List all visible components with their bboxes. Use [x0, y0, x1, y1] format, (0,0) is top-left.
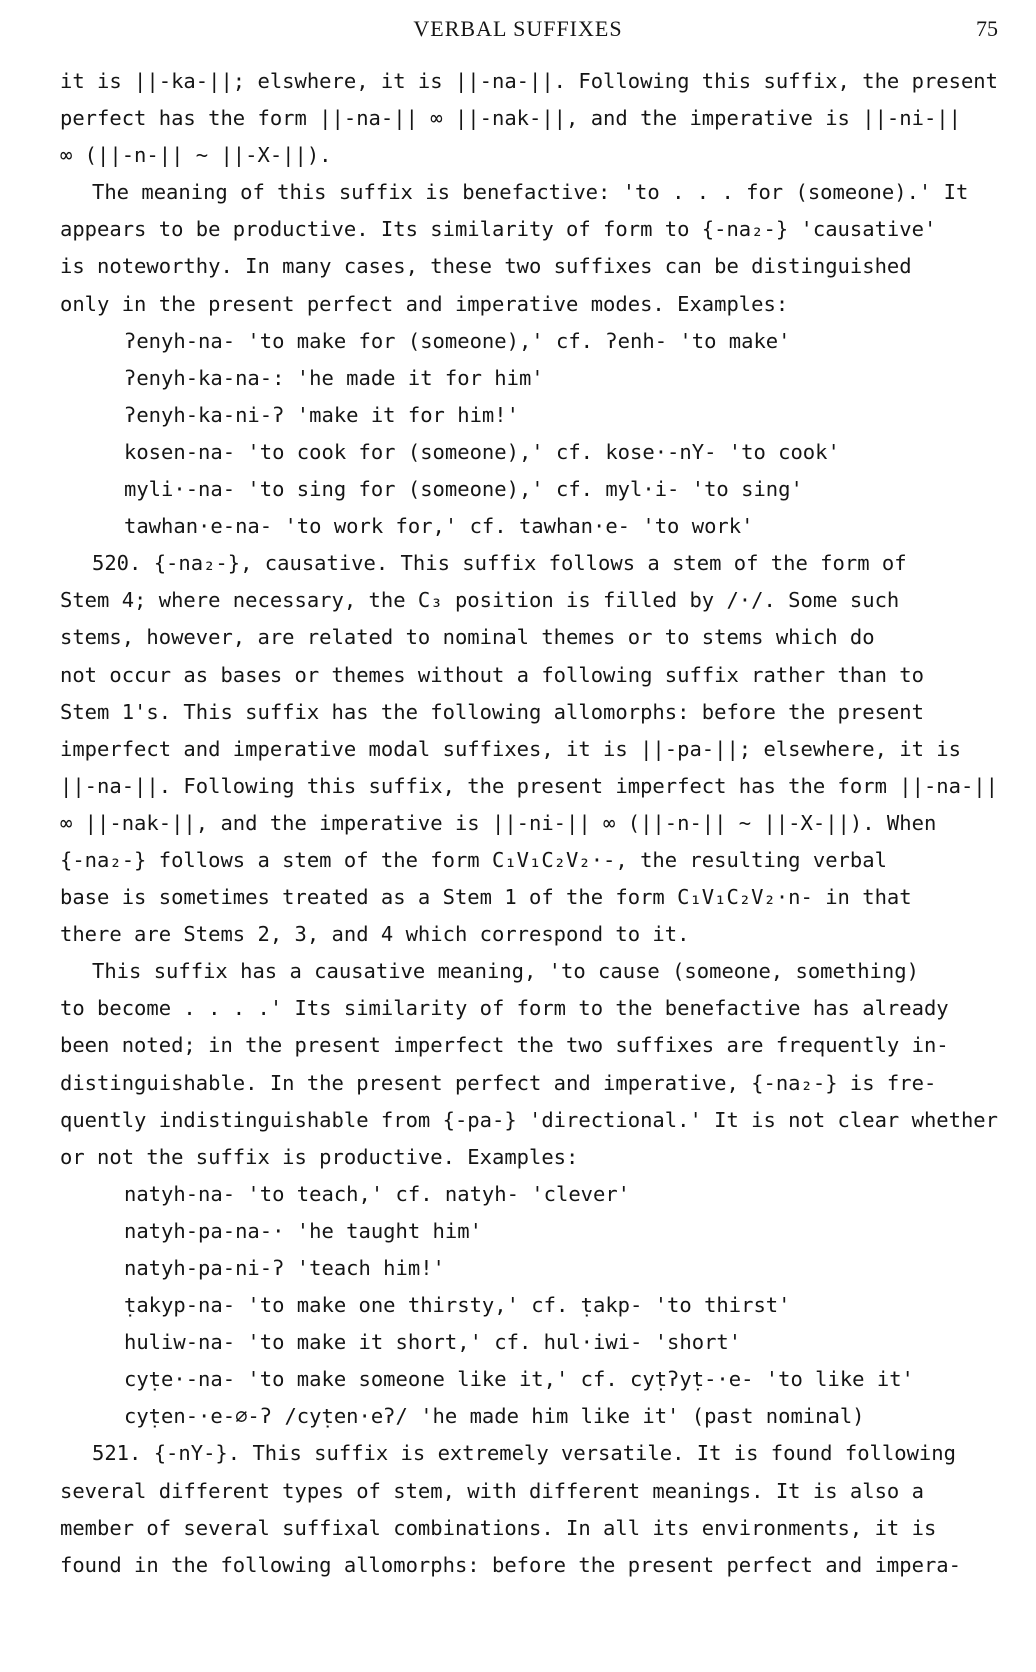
running-title: VERBAL SUFFIXES — [413, 16, 623, 41]
example-line: ʔenyh-ka-na-: 'he made it for him' — [124, 365, 544, 390]
text-line: {-na₂-} follows a stem of the form C₁V₁C₂V₂·-, the resulting verbal — [60, 847, 887, 872]
text-line: to become . . . .' Its similarity of form to the benefactive has already — [60, 996, 949, 1021]
text-line: ||-na-||. Following this suffix, the present imperfect has the form ||-na-|| — [60, 773, 998, 798]
section-520-heading-line: 520. {-na₂-}, causative. This suffix follows a stem of the form of — [92, 551, 907, 576]
text-line: not occur as bases or themes without a following suffix rather than to — [60, 662, 924, 687]
text-line: quently indistinguishable from {-pa-} 'directional.' It is not clear whether — [60, 1107, 998, 1132]
text-line: appears to be productive. Its similarity of form to {-na₂-} 'causative' — [60, 217, 937, 242]
body-text — [60, 63, 1010, 1584]
text-line: base is sometimes treated as a Stem 1 of the form C₁V₁C₂V₂·n- in that — [60, 885, 912, 910]
text-line: distinguishable. In the present perfect and imperative, {-na₂-} is fre- — [60, 1070, 937, 1095]
example-line: natyh-na- 'to teach,' cf. natyh- 'clever' — [124, 1181, 631, 1206]
text-line: is noteworthy. In many cases, these two suffixes can be distinguished — [60, 254, 912, 279]
example-line: myli·-na- 'to sing for (someone),' cf. myl·i- 'to sing' — [124, 477, 803, 502]
text-line: or not the suffix is productive. Examples: — [60, 1144, 579, 1169]
example-line: tawhan·e-na- 'to work for,' cf. tawhan·e- 'to work' — [124, 514, 754, 539]
text-line: ∞ ||-nak-||, and the imperative is ||-ni-|| ∞ (||-n-|| ~ ||-X-||). When — [60, 810, 937, 835]
text-line: been noted; in the present imperfect the two suffixes are frequently in- — [60, 1033, 949, 1058]
example-line: ṭakyp-na- 'to make one thirsty,' cf. ṭakp- 'to thirst' — [124, 1293, 791, 1318]
text-line: ∞ (||-n-|| ~ ||-X-||). — [60, 143, 332, 168]
text-line: it is ||-ka-||; elswhere, it is ||-na-||. Following this suffix, the present — [60, 69, 998, 93]
text-line: only in the present perfect and imperative modes. Examples: — [60, 291, 789, 316]
text-line: several different types of stem, with different meanings. It is also a — [60, 1478, 924, 1503]
text-line: Stem 1's. This suffix has the following allomorphs: before the present — [60, 699, 924, 724]
example-line: huliw-na- 'to make it short,' cf. hul·iwi- 'short' — [124, 1330, 742, 1355]
running-head — [0, 16, 1036, 44]
example-line: kosen-na- 'to cook for (someone),' cf. kose·-nY- 'to cook' — [124, 439, 840, 464]
text-line: there are Stems 2, 3, and 4 which correspond to it. — [60, 922, 690, 947]
example-line: ʔenyh-ka-ni-ʔ 'make it for him!' — [124, 402, 519, 427]
text-line: Stem 4; where necessary, the C₃ position is filled by /·/. Some such — [60, 588, 900, 613]
text-line: found in the following allomorphs: before the present perfect and impera- — [60, 1552, 961, 1577]
paragraph-first-line: This suffix has a causative meaning, 'to cause (someone, something) — [92, 959, 919, 984]
text-line: stems, however, are related to nominal themes or to stems which do — [60, 625, 875, 650]
text-line: imperfect and imperative modal suffixes, it is ||-pa-||; elsewhere, it is — [60, 736, 961, 761]
paragraph-first-line: The meaning of this suffix is benefactive: 'to . . . for (someone).' It — [92, 180, 969, 205]
text-line: member of several suffixal combinations. In all its environments, it is — [60, 1515, 937, 1540]
example-line: ʔenyh-na- 'to make for (someone),' cf. ʔenh- 'to make' — [124, 328, 791, 353]
text-line: perfect has the form ||-na-|| ∞ ||-nak-||, and the imperative is ||-ni-|| — [60, 106, 961, 131]
page-number: 75 — [976, 16, 998, 41]
example-line: cyṭen-·e-∅-ʔ /cyṭen·eʔ/ 'he made him like it' (past nominal) — [124, 1404, 865, 1429]
example-line: cyṭe·-na- 'to make someone like it,' cf. cyṭʔyṭ-·e- 'to like it' — [124, 1367, 914, 1392]
section-521-heading-line: 521. {-nY-}. This suffix is extremely versatile. It is found following — [92, 1441, 956, 1466]
example-line: natyh-pa-ni-ʔ 'teach him!' — [124, 1256, 445, 1280]
example-line: natyh-pa-na-· 'he taught him' — [124, 1218, 482, 1243]
